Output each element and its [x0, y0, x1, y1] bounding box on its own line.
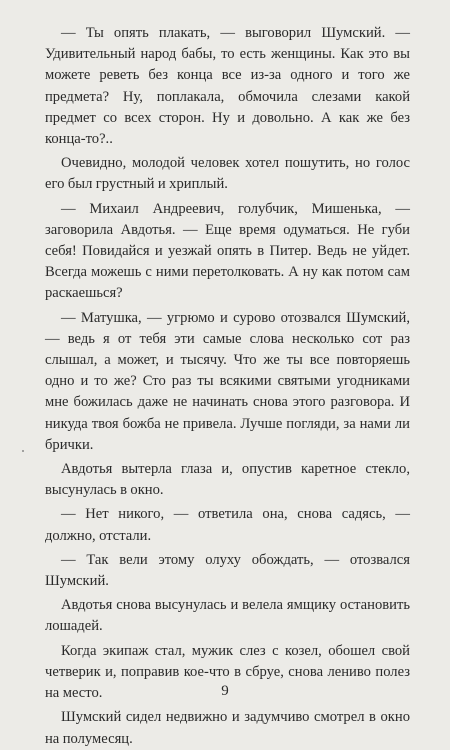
paragraph-4: — Матушка, — угрюмо и сурово отозвался Шумский, — ведь я от тебя эти самые слова несколько сот раз слышал, а может, и тысячу. Что же ты все повторяешь одно и то же? Сто раз ты всякими святыми угодниками мне божилась даже не начинать снова этого разговора. И никуда твоя божба не привела. Лучше погляди, за нами ли брички.: [45, 309, 410, 453]
paragraph-9: Когда экипаж стал, мужик слез с козел, обошел свой четверик и, поправив кое-что в сбруе, снова лениво полез на место.: [45, 642, 410, 702]
paragraph-5: Авдотья вытерла глаза и, опустив каретное стекло, высунулась в окно.: [45, 461, 410, 499]
paragraph-10: Шумский сидел недвижно и задумчиво смотрел в окно на полумесяц.: [45, 709, 410, 747]
paragraph-7: — Так вели этому олуху обождать, — отозвался Шумский.: [45, 551, 410, 590]
paragraph-1: — Ты опять плакать, — выговорил Шумский. — Удивительный народ бабы, то есть женщины. Как это вы можете реветь без конца все из-за одного и того же предмета? Ну, поплакала, обмочила слезами какой предмет со всех сторон. Ну и довольно. А как же без конца-то?..: [45, 25, 410, 148]
paragraph-6: — Нет никого, — ответила она, снова садясь, — должно, отстали.: [45, 506, 410, 544]
paragraph-8: Авдотья снова высунулась и велела ямщику остановить лошадей.: [45, 597, 410, 635]
paragraph-3: — Михаил Андреевич, голубчик, Мишенька, — заговорила Авдотья. — Еще время одуматься. Не губи себя! Повидайся и уезжай опять в Питер. Ведь не уйдет. Всегда можешь с ними перетолковать. А ну как потом сам раскаешься?: [45, 200, 410, 302]
paragraph-2: Очевидно, молодой человек хотел пошутить, но голос его был грустный и хриплый.: [45, 155, 410, 193]
page-text: [45, 23, 410, 750]
page-number: 9: [221, 683, 229, 699]
print-speck: [22, 450, 24, 452]
